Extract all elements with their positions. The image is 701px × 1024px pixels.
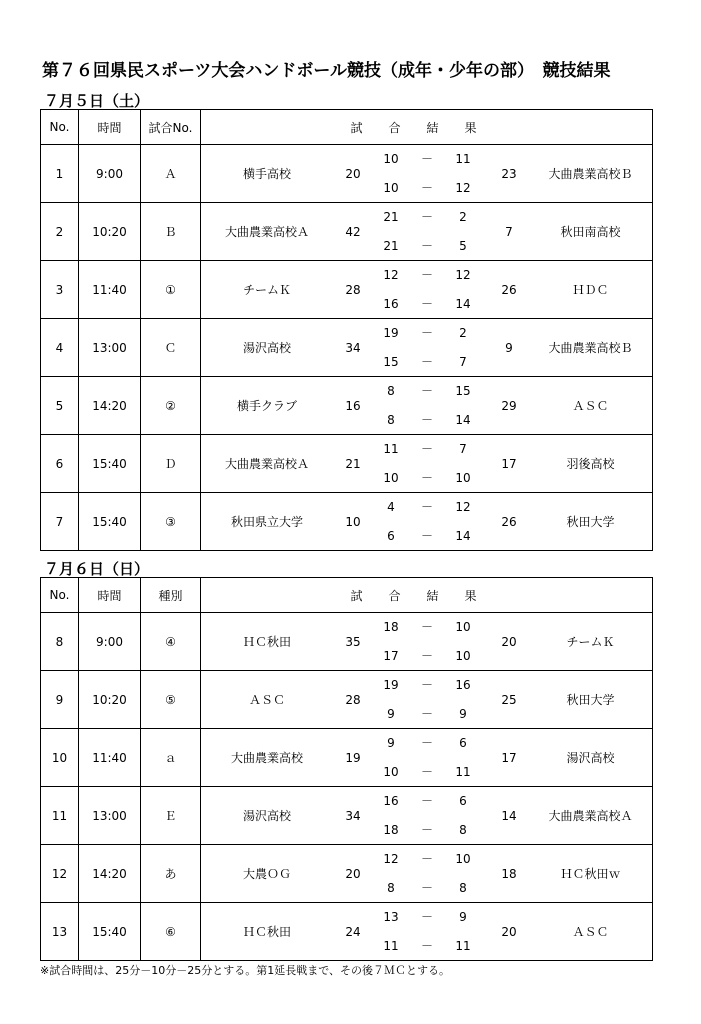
half2-score-b: 12 xyxy=(455,180,471,195)
match-no: 3 xyxy=(41,261,79,319)
score-a: 34 xyxy=(345,340,361,355)
day2-date: ７月６日（日） xyxy=(44,560,150,578)
match-code: Ｃ xyxy=(141,319,201,377)
match-time: 10:20 xyxy=(79,203,141,261)
dash: － xyxy=(420,442,433,457)
dash: － xyxy=(420,384,433,399)
half1-score-b: 12 xyxy=(455,500,471,515)
half2-score-a: 15 xyxy=(383,354,399,369)
team-a: 大曲農業高校Ａ xyxy=(224,225,309,239)
half2-score-a: 21 xyxy=(383,238,399,253)
dash: － xyxy=(420,678,433,693)
score-a: 10 xyxy=(345,514,361,529)
match-time: 15:40 xyxy=(79,435,141,493)
half2-score-b: 9 xyxy=(459,706,467,721)
half1-score-a: 10 xyxy=(383,152,399,167)
team-a: 湯沢高校 xyxy=(242,341,291,355)
team-b: ＨＤＣ xyxy=(572,283,609,297)
header-no: No. xyxy=(41,578,79,613)
half2-score-a: 18 xyxy=(383,822,399,837)
match-time: 11:40 xyxy=(79,261,141,319)
team-b: 大曲農業高校Ｂ xyxy=(548,341,633,355)
match-no: 7 xyxy=(41,493,79,551)
header-time: 時間 xyxy=(79,578,141,613)
match-result xyxy=(201,493,653,551)
dash: － xyxy=(420,648,433,663)
team-b: 大曲農業高校Ｂ xyxy=(548,167,633,181)
match-time: 14:20 xyxy=(79,845,141,903)
half2-score-a: 10 xyxy=(383,470,399,485)
match-code: ① xyxy=(141,261,201,319)
half1-score-b: 12 xyxy=(455,268,471,283)
half2-score-b: 11 xyxy=(455,938,471,953)
match-no: 9 xyxy=(41,671,79,729)
match-code: ② xyxy=(141,377,201,435)
score-a: 42 xyxy=(345,224,361,239)
half1-score-a: 19 xyxy=(383,678,399,693)
day1-date: ７月５日（土） xyxy=(44,92,150,110)
half2-score-a: 8 xyxy=(387,880,395,895)
match-result xyxy=(201,261,653,319)
score-a: 21 xyxy=(345,456,361,471)
dash: － xyxy=(420,706,433,721)
match-result xyxy=(201,377,653,435)
score-a: 35 xyxy=(345,634,361,649)
half1-score-a: 19 xyxy=(383,326,399,341)
team-a: 秋田県立大学 xyxy=(230,515,303,529)
page-title: 第７６回県民スポーツ大会ハンドボール競技（成年・少年の部） 競技結果 xyxy=(42,61,611,81)
match-row xyxy=(41,261,653,319)
match-result xyxy=(201,729,653,787)
match-time: 11:40 xyxy=(79,729,141,787)
dash: － xyxy=(420,326,433,341)
dash: － xyxy=(420,794,433,809)
match-no: 6 xyxy=(41,435,79,493)
half1-score-a: 4 xyxy=(387,500,395,515)
score-a: 24 xyxy=(345,924,361,939)
match-row xyxy=(41,729,653,787)
score-b: 26 xyxy=(501,514,517,529)
header-no: No. xyxy=(41,110,79,145)
score-b: 20 xyxy=(501,924,517,939)
header-code: 試合No. xyxy=(141,110,201,145)
team-a: 横手クラブ xyxy=(236,399,297,413)
score-a: 16 xyxy=(345,398,361,413)
match-result xyxy=(201,671,653,729)
team-a: 大曲農業高校 xyxy=(230,751,303,765)
match-row xyxy=(41,319,653,377)
team-b: ＡＳＣ xyxy=(572,399,609,413)
team-b: 羽後高校 xyxy=(566,457,615,471)
match-row xyxy=(41,903,653,961)
team-a: 横手高校 xyxy=(242,167,291,181)
match-result xyxy=(201,435,653,493)
score-a: 20 xyxy=(345,166,361,181)
match-time: 15:40 xyxy=(79,903,141,961)
match-time: 15:40 xyxy=(79,493,141,551)
score-a: 28 xyxy=(345,692,361,707)
half1-score-b: 2 xyxy=(459,326,467,341)
team-a: ＨＣ秋田 xyxy=(242,925,291,939)
match-time: 10:20 xyxy=(79,671,141,729)
team-b: 湯沢高校 xyxy=(566,751,615,765)
match-row xyxy=(41,613,653,671)
match-code: Ｂ xyxy=(141,203,201,261)
day1-results-table xyxy=(40,109,653,551)
match-row xyxy=(41,845,653,903)
match-no: 5 xyxy=(41,377,79,435)
half2-score-b: 8 xyxy=(459,822,467,837)
dash: － xyxy=(420,354,433,369)
header-result: 試合結果 xyxy=(201,578,653,613)
score-b: 23 xyxy=(501,166,517,181)
team-b: 秋田南高校 xyxy=(560,225,621,239)
match-time: 13:00 xyxy=(79,787,141,845)
match-time: 14:20 xyxy=(79,377,141,435)
score-b: 26 xyxy=(501,282,517,297)
match-row xyxy=(41,377,653,435)
day2-results-table xyxy=(40,577,653,961)
team-b: 秋田大学 xyxy=(566,515,615,529)
team-b: 大曲農業高校Ａ xyxy=(548,809,633,823)
dash: － xyxy=(420,736,433,751)
score-b: 17 xyxy=(501,750,517,765)
match-code: ④ xyxy=(141,613,201,671)
match-row xyxy=(41,787,653,845)
match-code: ⑥ xyxy=(141,903,201,961)
match-time: 9:00 xyxy=(79,145,141,203)
half1-score-a: 12 xyxy=(383,852,399,867)
score-a: 19 xyxy=(345,750,361,765)
half2-score-a: 9 xyxy=(387,706,395,721)
team-a: 大曲農業高校Ａ xyxy=(224,457,309,471)
half1-score-b: 6 xyxy=(459,736,467,751)
half1-score-a: 11 xyxy=(383,442,399,457)
dash: － xyxy=(420,880,433,895)
score-a: 34 xyxy=(345,808,361,823)
team-a: 大農ＯＧ xyxy=(242,867,291,881)
header-time: 時間 xyxy=(79,110,141,145)
half1-score-b: 7 xyxy=(459,442,467,457)
score-b: 7 xyxy=(505,224,513,239)
match-code: ③ xyxy=(141,493,201,551)
score-b: 25 xyxy=(501,692,517,707)
half2-score-b: 5 xyxy=(459,238,467,253)
match-code: Ｅ xyxy=(141,787,201,845)
dash: － xyxy=(420,764,433,779)
match-code: Ａ xyxy=(141,145,201,203)
half1-score-b: 10 xyxy=(455,620,471,635)
match-no: 8 xyxy=(41,613,79,671)
match-code: ⑤ xyxy=(141,671,201,729)
half1-score-b: 16 xyxy=(455,678,471,693)
match-no: 2 xyxy=(41,203,79,261)
match-result xyxy=(201,319,653,377)
score-b: 18 xyxy=(501,866,517,881)
dash: － xyxy=(420,528,433,543)
half2-score-a: 8 xyxy=(387,412,395,427)
match-time: 9:00 xyxy=(79,613,141,671)
score-b: 20 xyxy=(501,634,517,649)
half1-score-b: 2 xyxy=(459,210,467,225)
dash: － xyxy=(420,500,433,515)
half2-score-a: 17 xyxy=(383,648,399,663)
half2-score-a: 10 xyxy=(383,764,399,779)
match-no: 1 xyxy=(41,145,79,203)
dash: － xyxy=(420,852,433,867)
team-a: ＡＳＣ xyxy=(248,693,285,707)
match-row xyxy=(41,435,653,493)
half1-score-b: 15 xyxy=(455,384,471,399)
team-b: ＡＳＣ xyxy=(572,925,609,939)
half1-score-b: 6 xyxy=(459,794,467,809)
half1-score-a: 16 xyxy=(383,794,399,809)
dash: － xyxy=(420,238,433,253)
score-b: 14 xyxy=(501,808,517,823)
match-no: 4 xyxy=(41,319,79,377)
score-a: 28 xyxy=(345,282,361,297)
header-result: 試合結果 xyxy=(201,110,653,145)
match-result xyxy=(201,903,653,961)
match-row xyxy=(41,671,653,729)
match-no: 10 xyxy=(41,729,79,787)
half2-score-b: 7 xyxy=(459,354,467,369)
half2-score-b: 8 xyxy=(459,880,467,895)
match-result xyxy=(201,787,653,845)
half2-score-a: 11 xyxy=(383,938,399,953)
match-row xyxy=(41,203,653,261)
half2-score-a: 6 xyxy=(387,528,395,543)
team-b: チームＫ xyxy=(566,635,615,649)
half2-score-b: 11 xyxy=(455,764,471,779)
dash: － xyxy=(420,152,433,167)
half2-score-b: 10 xyxy=(455,648,471,663)
dash: － xyxy=(420,210,433,225)
match-code: Ｄ xyxy=(141,435,201,493)
half1-score-b: 10 xyxy=(455,852,471,867)
half1-score-b: 11 xyxy=(455,152,471,167)
dash: － xyxy=(420,180,433,195)
match-result xyxy=(201,203,653,261)
half1-score-a: 12 xyxy=(383,268,399,283)
half1-score-a: 9 xyxy=(387,736,395,751)
header-code: 種別 xyxy=(141,578,201,613)
dash: － xyxy=(420,620,433,635)
match-code: ａ xyxy=(141,729,201,787)
dash: － xyxy=(420,296,433,311)
score-b: 17 xyxy=(501,456,517,471)
match-row xyxy=(41,493,653,551)
half2-score-b: 14 xyxy=(455,296,471,311)
match-result xyxy=(201,845,653,903)
dash: － xyxy=(420,470,433,485)
half1-score-b: 9 xyxy=(459,910,467,925)
dash: － xyxy=(420,910,433,925)
team-a: チームＫ xyxy=(242,283,291,297)
match-time: 13:00 xyxy=(79,319,141,377)
score-b: 9 xyxy=(505,340,513,355)
footnote: ※試合時間は、25分－10分－25分とする。第1延長戦まで、その後７ＭＣとする。 xyxy=(40,964,450,977)
half1-score-a: 13 xyxy=(383,910,399,925)
dash: － xyxy=(420,938,433,953)
match-no: 11 xyxy=(41,787,79,845)
team-a: 湯沢高校 xyxy=(242,809,291,823)
half2-score-b: 10 xyxy=(455,470,471,485)
dash: － xyxy=(420,822,433,837)
score-b: 29 xyxy=(501,398,517,413)
half1-score-a: 18 xyxy=(383,620,399,635)
team-b: ＨＣ秋田ｗ xyxy=(560,867,621,881)
match-code: あ xyxy=(141,845,201,903)
half2-score-b: 14 xyxy=(455,412,471,427)
match-no: 12 xyxy=(41,845,79,903)
match-no: 13 xyxy=(41,903,79,961)
team-a: ＨＣ秋田 xyxy=(242,635,291,649)
match-result xyxy=(201,613,653,671)
half1-score-a: 8 xyxy=(387,384,395,399)
match-row xyxy=(41,145,653,203)
dash: － xyxy=(420,268,433,283)
match-result xyxy=(201,145,653,203)
score-a: 20 xyxy=(345,866,361,881)
half1-score-a: 21 xyxy=(383,210,399,225)
half2-score-b: 14 xyxy=(455,528,471,543)
team-b: 秋田大学 xyxy=(566,693,615,707)
dash: － xyxy=(420,412,433,427)
half2-score-a: 10 xyxy=(383,180,399,195)
half2-score-a: 16 xyxy=(383,296,399,311)
